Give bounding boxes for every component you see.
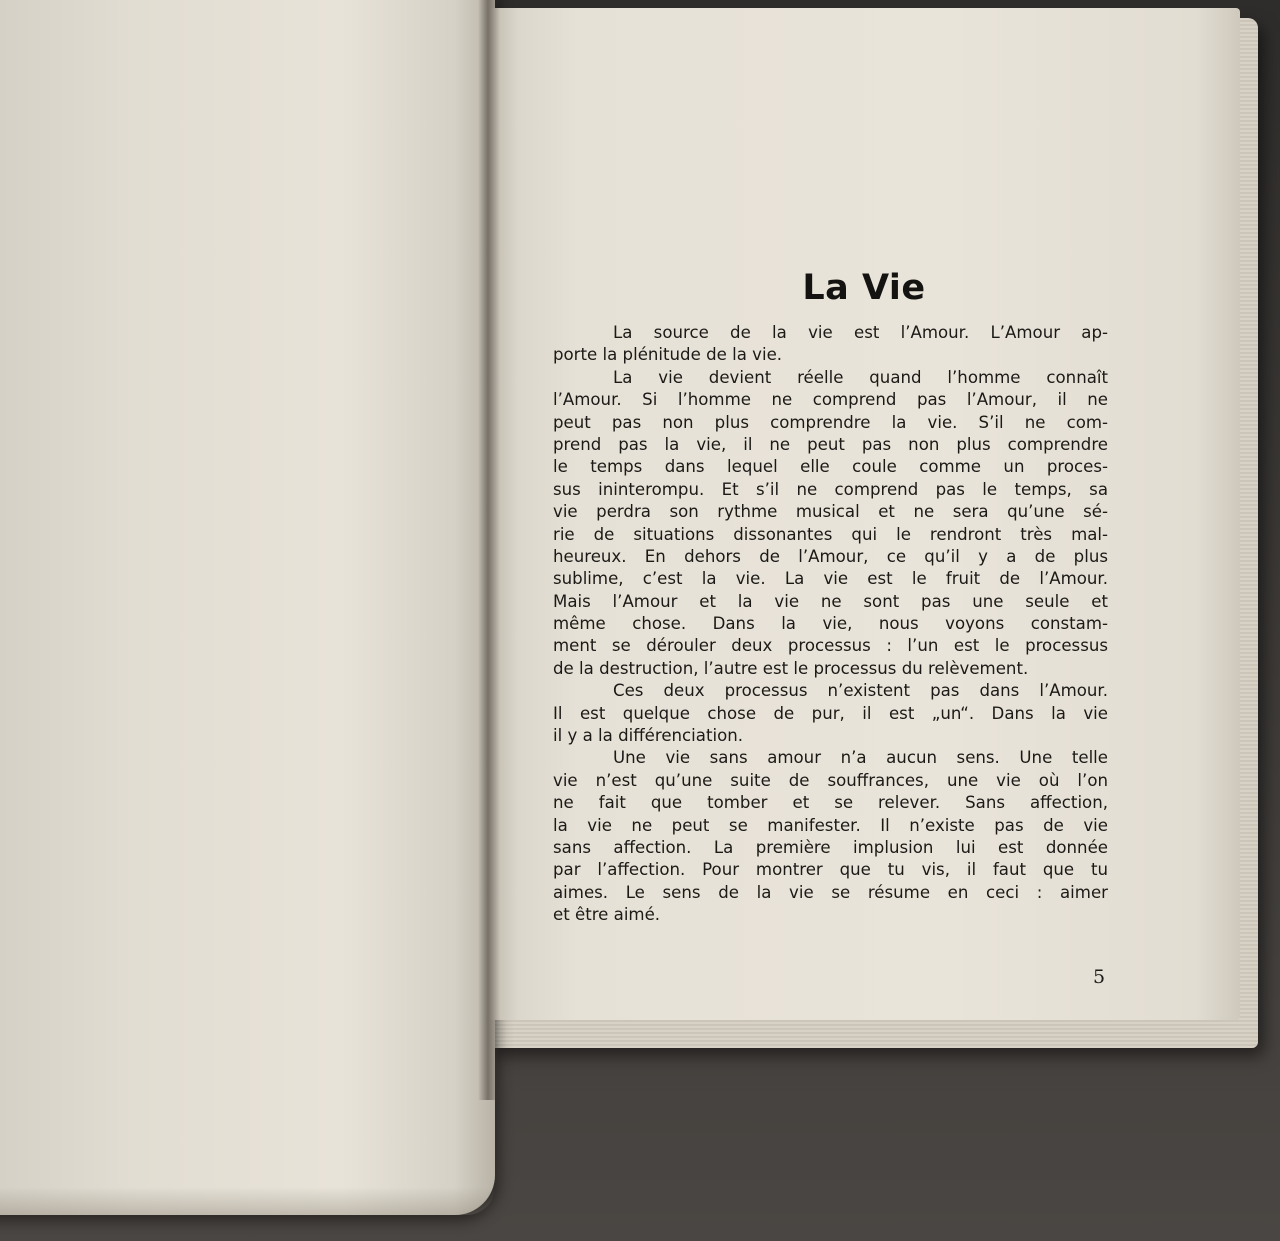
text-line: Mais l’Amour et la vie ne sont pas une seule et bbox=[553, 591, 1108, 611]
text-line: il y a la différenciation. bbox=[553, 726, 744, 746]
text-line: et être aimé. bbox=[553, 905, 661, 925]
text-line: Il est quelque chose de pur, il est „un“. Dans la vie bbox=[553, 703, 1108, 723]
text-line: ment se dérouler deux processus : l’un est le processus bbox=[553, 636, 1108, 656]
text-line: vie n’est qu’une suite de souffrances, une vie où l’on bbox=[553, 770, 1108, 790]
text-line: sublime, c’est la vie. La vie est le fruit de l’Amour. bbox=[553, 569, 1108, 589]
text-line: La source de la vie est l’Amour. L’Amour ap- bbox=[613, 323, 1108, 342]
text-line: sans affection. La première implusion lui est donnée bbox=[553, 837, 1108, 857]
text-line: peut pas non plus comprendre la vie. S’il ne com- bbox=[553, 412, 1108, 432]
left-blank-page bbox=[0, 0, 495, 1215]
page-number: 5 bbox=[1093, 966, 1106, 988]
text-line: le temps dans lequel elle coule comme un proces- bbox=[553, 457, 1108, 477]
text-line: La vie devient réelle quand l’homme connaît bbox=[613, 367, 1108, 387]
text-line: heureux. En dehors de l’Amour, ce qu’il y a de plus bbox=[553, 546, 1108, 566]
text-line: Une vie sans amour n’a aucun sens. Une telle bbox=[613, 748, 1108, 768]
text-line: prend pas la vie, il ne peut pas non plus comprendre bbox=[553, 434, 1108, 454]
text-line: ne fait que tomber et se relever. Sans affection, bbox=[553, 793, 1108, 813]
text-line: de la destruction, l’autre est le processus du relèvement. bbox=[553, 658, 1029, 678]
text-line: aimes. Le sens de la vie se résume en ceci : aimer bbox=[553, 882, 1108, 902]
text-line: Ces deux processus n’existent pas dans l’Amour. bbox=[613, 681, 1108, 701]
page-title: La Vie bbox=[802, 268, 926, 308]
body-text bbox=[553, 322, 1108, 927]
text-line: sus ininterompu. Et s’il ne comprend pas le temps, sa bbox=[553, 479, 1108, 499]
text-line: même chose. Dans la vie, nous voyons constam- bbox=[553, 614, 1108, 634]
text-line: porte la plénitude de la vie. bbox=[553, 345, 783, 365]
text-line: l’Amour. Si l’homme ne comprend pas l’Amour, il ne bbox=[553, 390, 1108, 410]
text-line: vie perdra son rythme musical et ne sera qu’une sé- bbox=[553, 502, 1108, 522]
text-line: la vie ne peut se manifester. Il n’existe pas de vie bbox=[553, 815, 1108, 835]
book-gutter bbox=[478, 0, 500, 1100]
text-line: rie de situations dissonantes qui le rendront très mal- bbox=[553, 524, 1108, 544]
text-line: par l’affection. Pour montrer que tu vis, il faut que tu bbox=[553, 860, 1108, 880]
